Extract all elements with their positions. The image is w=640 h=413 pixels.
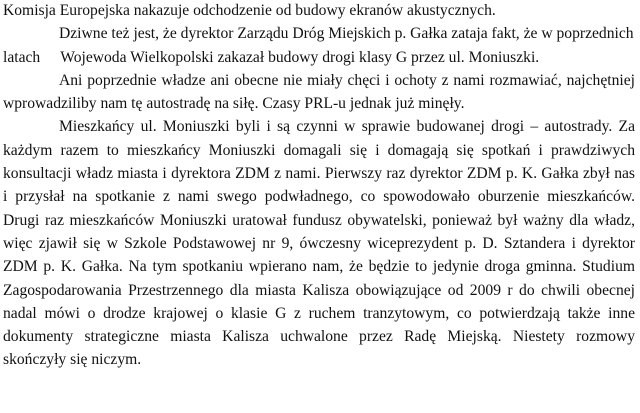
text-line: Zagospodarowania Przestrzennego dla miasta Kalisza obowiązujące od 2009 r do chwili obecnej — [3, 281, 635, 299]
text-line: Drugi raz mieszkańców Moniuszki uratował fundusz obywatelski, ponieważ był ważny dla władz, — [3, 211, 635, 229]
text-line — [3, 46, 635, 69]
text-fragment: Wojewoda Wielkopolski zakazał budowy drogi klasy G przez ul. Moniuszki. — [60, 48, 540, 66]
text-line: konsultacji władz miasta i dyrektora ZDM z nami. Pierwszy raz dyrektor ZDM p. K. Gałka zbył nas — [3, 165, 635, 183]
text-line: Komisja Europejska nakazuje odchodzenie od budowy ekranów akustycznych. — [3, 2, 496, 19]
text-line: dokumenty strategiczne miasta Kalisza uchwalone przez Radę Miejską. Niestety rozmowy — [3, 328, 635, 346]
text-line: każdym razem to mieszkańcy Moniuszki domagali się i domagają się spotkań i prawdziwych — [3, 141, 635, 159]
text-line: skończyły się niczym. — [3, 351, 142, 369]
text-line: Mieszkańcy ul. Moniuszki byli i są czynni w sprawie budowanej drogi – autostrady. Za — [59, 118, 635, 136]
text-line: Dziwne też jest, że dyrektor Zarządu Dróg Miejskich p. Gałka zataja fakt, że w poprzednich — [59, 25, 634, 43]
text-line: i przysłał na spotkanie z nami swego podwładnego, co spowodowało oburzenie mieszkańców. — [3, 188, 635, 206]
text-line: wprowadziliby nam tę autostradę na siłę. Czasy PRL-u jednak już minęły. — [3, 95, 465, 113]
text-line: Ani poprzednie władze ani obecne nie miały chęci i ochoty z nami rozmawiać, najchętniej — [59, 71, 635, 89]
text-line: nadal mówi o drodze krajowej o klasie G z ruchem tranzytowym, co potwierdzają także inne — [3, 304, 635, 322]
text-line: ZDM p. K. Gałka. Na tym spotkaniu wpierano nam, że będzie to jedynie droga gminna. Studium — [3, 258, 635, 276]
text-line: więc zjawił się w Szkole Podstawowej nr 9, ówczesny wiceprezydent p. D. Sztandera i dyrektor — [3, 234, 635, 252]
text-fragment: latach — [3, 48, 41, 66]
document-page — [3, 0, 635, 372]
